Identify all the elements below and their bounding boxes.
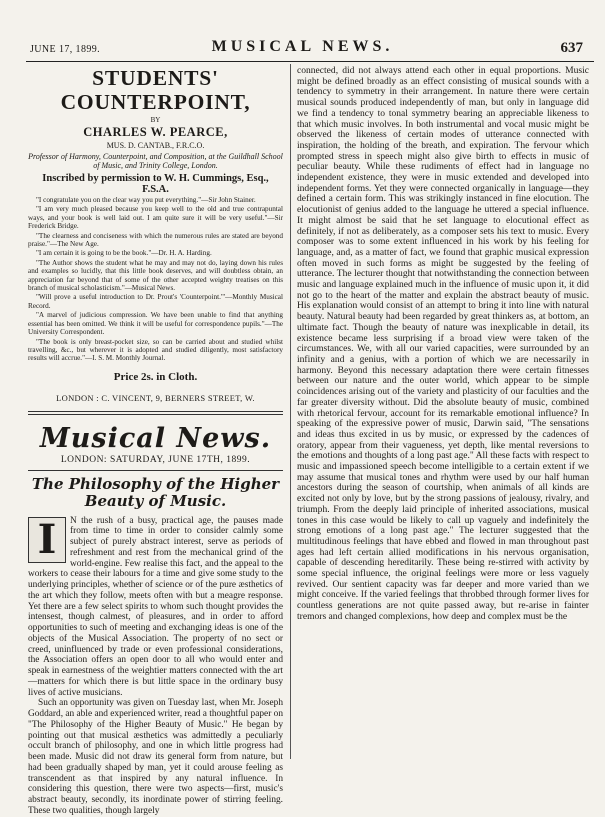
page-number: 637	[560, 40, 583, 56]
ad-by: BY	[150, 116, 161, 124]
article-paragraph: connected, did not always attend each other in equal proportions. Music might be defined broadly as an effect consisting of musical sounds with a tendency to symmetry in their arrangement. In nature there were certain musical sounds produced independently of man, but only in language did we find a tendency to tonal symmetry bearing an appreciable likeness to that which music involves. In both instrumental and vocal music might be observed the likeness of certain modes of utterance connected with inspiration, the holding of the breath, and expiration. The fervour which prompted stress in speech might also give birth to effects in music of peculiar beauty. While these rudiments of effect had in language no independent existence, they were in music extended and developed into independent forms. Yet they were connected organically in language—they defined a certain form. This was strikingly instanced in fine elocution. The elocutionist of genius added to the language he uttered a special influence. It might almost be said that he set language to elocutional effect as definitely, if not as deliberately, as a composer sets his text to music. Every composer was to some extent influenced in his work by his feeling for language, and, as a matter of fact, we found that graphic musical expression often moved in such forms as might be suggested by the feeling of utterance. The lecturer thought that notwithstanding the connection between music and language explained much in the influence of music upon it, it did not go to the heart of the matter and explain the abstract beauty of music. His explanation would consist of an attempt to bring it into line with natural beauty. Natural beauty had been regarded by great thinkers as, at bottom, an ultimate fact. Though the beauty of nature was inexplicable in detail, its existence became less surprising if a broad view were taken of the circumstances. We, with all our varied capacities, were surrounded by an infinity and a genius, with a portion of which we are necessarily in harmony. Beyond this necessary adaptation there were certain fitnesses between our nature and the outer world, which appear to be simple coincidences arising out of the variety and plasticity of our faculties and the far greater diversity without. Did the absolute beauty of music, combined with rhetorical fervour, account for its remarkable emotional influence? In speaking of the expressive power of music, Darwin said, "The sensations and ideas thus excited in us by music, or expressed by the cadences of oratory, appear from their vagueness, yet depth, like mental reversions to the emotions and thoughts of a long past age." All these facts with respect to music and impassioned speech become intelligible to a certain extent if we may assume that musical tones and rhythm were used by our half human ancestors during the season of courtship, when animals of all kinds are excited not only by love, but by the strong passions of jealousy, rivalry, and triumph. From the deeply laid principle of inherited associations, musical tones in this case would be likely to call up vaguely and indefinitely the strong emotions of a long past age." The lecturer suggested that the multitudinous feelings that have ebbed and flowed in man throughout past ages had left certain allied modifications in his nervous organisation, capable of descending hereditarily. These being re-stirred with activity by some special influence, the original feelings were more or less vaguely revived. Our sentient capacity was far deeper and more varied than we might conceive. If the varied feelings that throbbed through former lives for countless generations are not quite passed away, but re-arise in fainter tremors and changed complexions, how deep and complex must be the	[297, 65, 589, 622]
ad-quote: "The Author shows the student what he may and may not do, laying down his rules and examples so lucidly, that this little book deserves, and will doubtless obtain, an appreciation far beyond that of some of the other accepted weighty treatises on this branch of musical scholasticism."—Musical News.	[28, 258, 283, 293]
ad-publisher: LONDON : C. VINCENT, 9, BERNERS STREET, W.	[56, 392, 255, 403]
ad-author: CHARLES W. PEARCE,	[83, 125, 228, 139]
ad-quote: "The clearness and conciseness with which the numerous rules are stated are beyond praise."—The New Age.	[28, 231, 283, 249]
ad-permission: Inscribed by permission to W. H. Cummings, Esq., F.S.A.	[42, 173, 269, 195]
ad-quote: "I am certain it is going to be the book."—Dr. H. A. Harding.	[36, 249, 212, 258]
column-divider	[290, 64, 291, 759]
ad-quote: "The book is only breast-pocket size, so can be carried about and studied whilst travelling, &c., but wherever it is adopted and studied diligently, most satisfactory results will accrue."—I. S. M. Monthly Journal.	[28, 337, 283, 363]
ad-quotes	[28, 196, 283, 363]
section-double-rule	[28, 411, 283, 415]
article-paragraph: N the rush of a busy, practical age, the pauses made from time to time in order to consider calmly some subject of purely abstract interest, serve as periods of refreshment and rest from the mechanical grind of the world-engine. Few realise this fact, and the appeal to the workers to cease their labours for a time and give some study to the underlying principles, whether of science or of the pure æsthetics of the art which they follow, meets often with but a meagre response. Yet there are a few select spirits to whom such thought provides the intensest, though calmest, of pleasures, and in order to afford opportunities to such of meeting and exchanging ideas is one of the objects of the Musical Association. The property of no sect or creed, uninfluenced by trade or even professional considerations, the Association offers an open door to all who would enter and speak in earnestness of the weightier matters connected with the art—matters for which there is but little space in the ordinary busy lives of active musicians.	[28, 515, 283, 698]
ad-profession: Professor of Harmony, Counterpoint, and Composition, at the Guildhall School of Music, and Trinity College, London.	[28, 152, 283, 170]
left-column	[28, 66, 283, 817]
ad-quote: "Will prove a useful introduction to Dr. Prout's 'Counterpoint.'"—Monthly Musical Record.	[28, 293, 283, 310]
ad-quote: "A marvel of judicious compression. We have been unable to find that anything essential has been omitted. We think it will be useful for correspondence pupils."—The University Correspondent.	[28, 311, 283, 337]
masthead-title: Musical News.	[39, 422, 272, 454]
article-title: The Philosophy of the Higher Beauty of Music.	[31, 474, 280, 510]
section-rule	[28, 470, 283, 471]
right-column	[297, 66, 589, 623]
issue-date: JUNE 17, 1899.	[30, 44, 101, 55]
article-body-left	[28, 516, 283, 817]
ad-title: STUDENTS' COUNTERPOINT,	[60, 66, 251, 114]
ad-qualifications: MUS. D. CANTAB., F.R.C.O.	[106, 141, 205, 150]
ad-quote: "I am very much pleased because you keep well to the old and true contrapuntal ways, and your book is well laid out. I am quite sure it will be very useful."—Sir Frederick Bridge.	[28, 205, 283, 231]
book-advertisement	[28, 66, 283, 403]
ad-quote: "I congratulate you on the clear way you put everything."—Sir John Stainer.	[36, 196, 256, 204]
header-rule	[26, 61, 594, 62]
masthead-dateline: LONDON: SATURDAY, JUNE 17TH, 1899.	[60, 454, 251, 465]
drop-cap: I	[28, 517, 66, 563]
ad-price: Price 2s. in Cloth.	[113, 370, 198, 383]
article-body-right	[297, 66, 589, 623]
article-paragraph: Such an opportunity was given on Tuesday last, when Mr. Joseph Goddard, an able and experienced writer, read a thoughtful paper on "The Philosophy of the Higher Beauty of Music." He began by pointing out that musical æsthetics was admittedly a peculiarly occult branch of philosophy, and one in which little progress had been made. Music did not draw its general form from nature, but had been gradually shaped by man, yet it could arouse feeling as transcendent as that inspired by any natural influence. In considering this question, there were two aspects—first, music's abstract beauty, secondly, its inordinate power of stirring feeling. These two qualities, though largely	[28, 698, 283, 816]
journal-running-title: MUSICAL NEWS.	[211, 38, 394, 55]
